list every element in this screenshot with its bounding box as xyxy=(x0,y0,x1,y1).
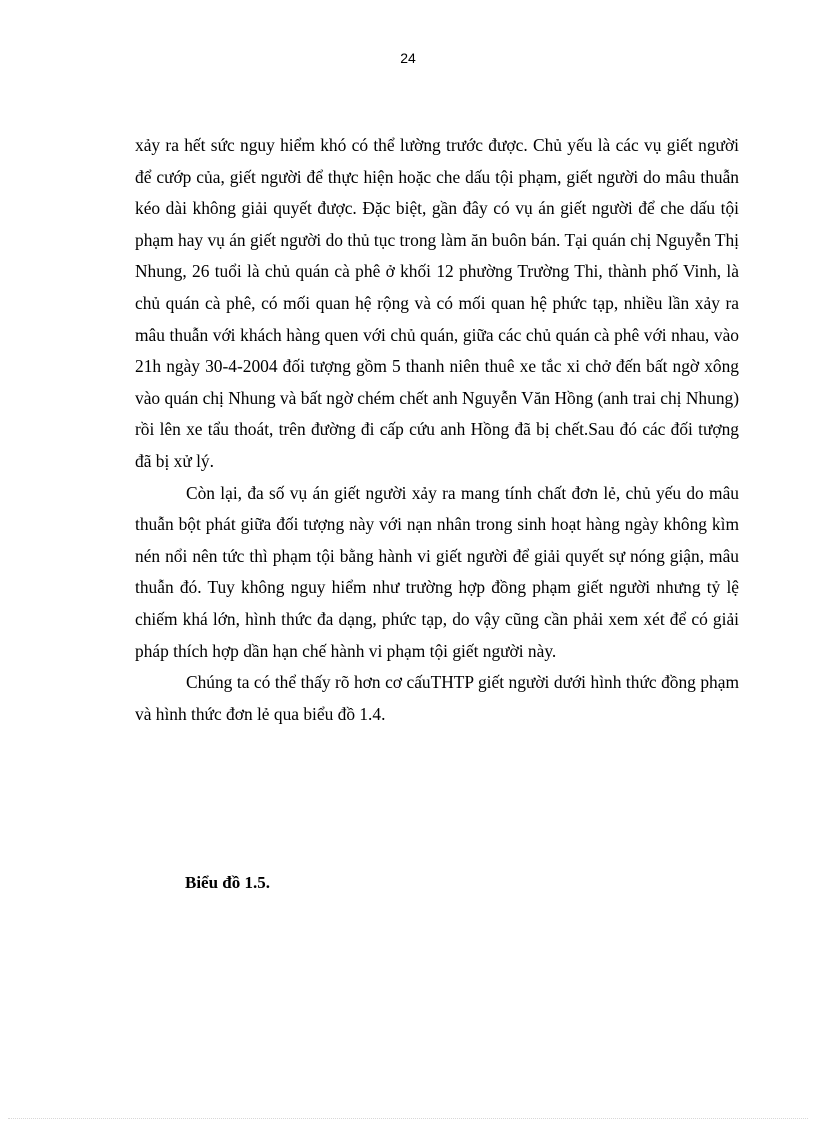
figure-caption: Biểu đồ 1.5. xyxy=(185,873,271,892)
page-number: 24 xyxy=(400,50,416,66)
paragraph-2: Còn lại, đa số vụ án giết người xảy ra mang tính chất đơn lẻ, chủ yếu do mâu thuẫn bột phát giữa đối tượng này với nạn nhân trong sinh hoạt hàng ngày không kìm nén nổi nên tức thì phạm tội bằng hành vi giết người để giải quyết sự nóng giận, mâu thuẫn đó. Tuy không nguy hiểm như trường hợp đồng phạm giết người nhưng tỷ lệ chiếm khá lớn, hình thức đa dạng, phức tạp, do vậy cũng cần phải xem xét để có giải pháp thích hợp dần hạn chế hành vi phạm tội giết người này. xyxy=(135,482,739,661)
paragraph-1: xảy ra hết sức nguy hiểm khó có thể lường trước được. Chủ yếu là các vụ giết người để cướp của, giết người để thực hiện hoặc che dấu tội phạm, giết người do mâu thuẫn kéo dài không giải quyết được. Đặc biệt, gần đây có vụ án giết người để che dấu tội phạm hay vụ án giết người do thủ tục trong làm ăn buôn bán. Tại quán chị Nguyễn Thị Nhung, 26 tuổi là chủ quán cà phê ở khối 12 phường Trường Thi, thành phố Vinh, là chủ quán cà phê, có mối quan hệ rộng và có mối quan hệ phức tạp, nhiều lần xảy ra mâu thuẫn với khách hàng quen với chủ quán, giữa các chủ quán cà phê với nhau, vào 21h ngày 30-4-2004 đối tượng gồm 5 thanh niên thuê xe tắc xi chở đến bất ngờ xông vào quán chị Nhung và bất ngờ chém chết anh Nguyễn Văn Hồng (anh trai chị Nhung) rồi lên xe tẩu thoát, trên đường đi cấp cứu anh Hồng đã bị chết.Sau đó các đối tượng đã bị xử lý. xyxy=(135,135,739,471)
page-bottom-rule xyxy=(8,1118,808,1119)
document-body xyxy=(135,130,739,730)
paragraph-3: Chúng ta có thể thấy rõ hơn cơ cấuTHTP giết người dưới hình thức đồng phạm và hình thức đơn lẻ qua biểu đồ 1.4. xyxy=(135,672,739,724)
